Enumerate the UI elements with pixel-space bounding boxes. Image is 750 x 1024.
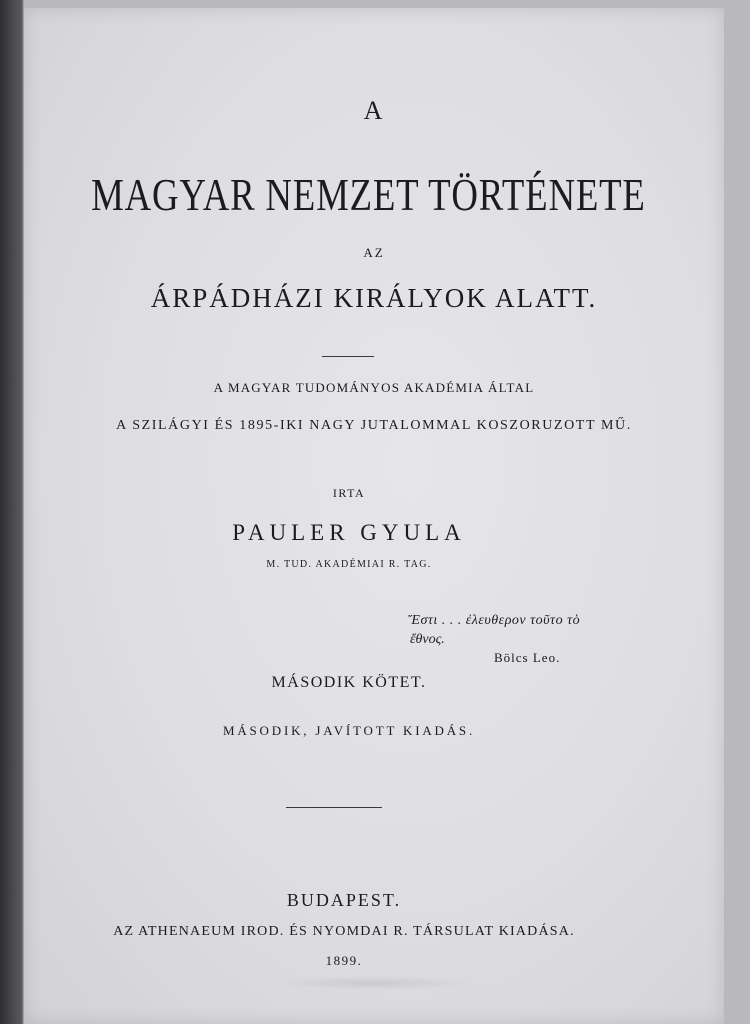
subtitle: ÁRPÁDHÁZI KIRÁLYOK ALATT.	[150, 283, 598, 313]
publication-city: BUDAPEST.	[286, 890, 402, 910]
author-title: M. TUD. AKADÉMIAI R. TAG.	[266, 559, 432, 570]
epigraph-line: Ἔστι . . . ἐλευθερον τοῦτο τὸ	[408, 613, 581, 628]
edition-label: MÁSODIK, JAVÍTOTT KIADÁS.	[222, 723, 475, 738]
ink-bleed-through	[274, 976, 474, 990]
divider-rule	[286, 807, 382, 808]
author-name: PAULER GYULA	[232, 520, 466, 545]
prize-line: A MAGYAR TUDOMÁNYOS AKADÉMIA ÁLTAL	[213, 380, 535, 395]
epigraph-line: ἔθνος.	[410, 632, 445, 647]
publisher: AZ ATHENAEUM IROD. ÉS NYOMDAI R. TÁRSULAT KIADÁSA.	[113, 924, 575, 939]
epigraph-author: Bölcs Leo.	[494, 650, 561, 665]
prize-line: A SZILÁGYI ÉS 1895-IKI NAGY JUTALOMMAL KOSZORUZOTT MŰ.	[116, 418, 632, 433]
publication-year: 1899.	[325, 953, 363, 968]
main-title: MAGYAR NEMZET TÖRTÉNETE	[91, 169, 646, 220]
title-page	[24, 8, 724, 1024]
by-label: IRTA	[332, 486, 366, 500]
title-article: A	[363, 96, 385, 125]
volume-label: MÁSODIK KÖTET.	[271, 674, 427, 691]
title-connector: AZ	[363, 245, 385, 260]
divider-rule	[322, 356, 374, 357]
